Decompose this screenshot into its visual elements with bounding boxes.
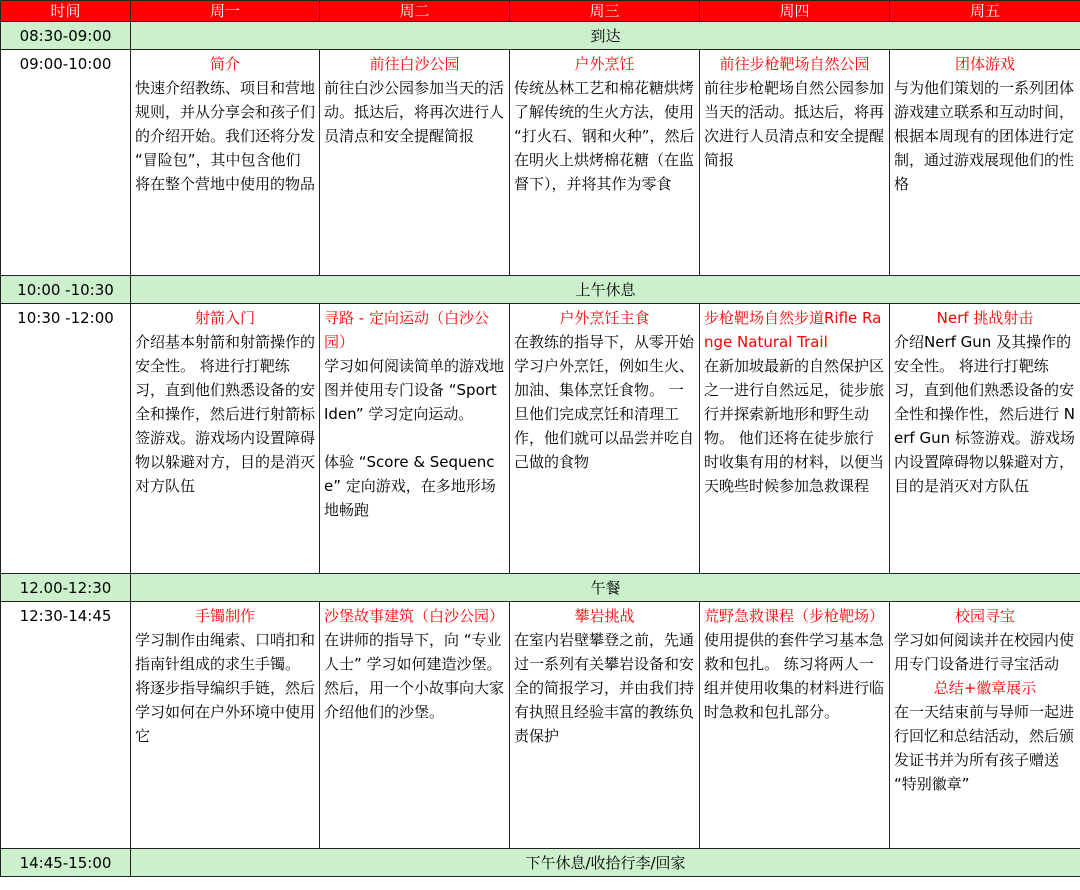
activity-cell-thursday [700,602,890,849]
header-friday: 周五 [890,1,1080,22]
header-monday: 周一 [131,1,320,22]
time-cell: 08:30-09:00 [1,22,131,50]
activity-cell-friday [890,50,1080,276]
arrival-row [1,22,1080,50]
morning-break-row [1,276,1080,304]
activity-description: 前往步枪靶场自然公园参加当天的活动。抵达后，将再次进行人员清点和安全提醒简报 [704,79,885,169]
header-wednesday: 周三 [510,1,700,22]
activity-cell-friday [890,304,1080,574]
activity-cell-tuesday [320,304,510,574]
activity-title: 寻路 - 定向运动（白沙公园） [324,309,489,351]
activity-description: 学习如何阅读简单的游戏地图并使用专门设备 “Sport Iden” 学习定向运动。 [324,357,505,423]
activity-title: 简介 [209,55,240,73]
activity-cell-monday [131,304,320,574]
activity-description: 快速介绍教练、项目和营地规则，并从分享会和孩子们的介绍开始。我们还将分发 “冒险包”，其中包含他们将在整个营地中使用的物品 [135,79,316,193]
time-cell: 10:00 -10:30 [1,276,131,304]
activity-title: 射箭入门 [194,309,255,327]
activity-title: 户外烹饪 [574,55,635,73]
activity-title: Nerf 挑战射击 [936,309,1034,327]
time-cell: 12:30-14:45 [1,602,131,849]
lunch-label: 午餐 [131,574,1080,602]
arrival-label: 到达 [131,22,1080,50]
morning-break-label: 上午休息 [131,276,1080,304]
activity-cell-monday [131,602,320,849]
time-cell: 10:30 -12:00 [1,304,131,574]
activity-title: 步枪靶场自然步道Rifle Range Natural Trail [704,309,882,351]
activity-description: 与为他们策划的一系列团体游戏建立联系和互动时间，根据本周现有的团体进行定制，通过游戏展现他们的性格 [894,79,1075,193]
activity-description-2: 在一天结束前与导师一起进行回忆和总结活动，然后颁发证书并为所有孩子赠送 “特别徽章” [894,703,1075,793]
header-tuesday: 周二 [320,1,510,22]
activity-description: 使用提供的套件学习基本急救和包扎。 练习将两人一组并使用收集的材料进行临时急救和包扎部分。 [704,631,885,721]
activity-cell-monday [131,50,320,276]
activity-description: 介绍Nerf Gun 及其操作的安全性。 将进行打靶练习，直到他们熟悉设备的安全性和操作性，然后进行 Nerf Gun 标签游戏。游戏场内设置障碍物以躲避对方，目的是消灭对方队伍 [894,333,1075,495]
schedule-row-0900 [1,50,1080,276]
activity-description: 学习如何阅读并在校园内使用专门设备进行寻宝活动 [894,631,1075,673]
time-cell: 12.00-12:30 [1,574,131,602]
activity-cell-friday [890,602,1080,849]
activity-cell-wednesday [510,50,700,276]
activity-description: 在讲师的指导下，向 “专业人士” 学习如何建造沙堡。 然后，用一个小故事向大家介绍他们的沙堡。 [324,631,505,721]
end-label: 下午休息/收拾行李/回家 [131,849,1080,877]
schedule-row-1230 [1,602,1080,849]
end-row [1,849,1080,877]
activity-title: 手镯制作 [194,607,255,625]
header-row [1,1,1080,22]
activity-title: 前往白沙公园 [369,55,460,73]
activity-title: 攀岩挑战 [574,607,635,625]
activity-description: 介绍基本射箭和射箭操作的安全性。 将进行打靶练习，直到他们熟悉设备的安全和操作，然后进行射箭标签游戏。游戏场内设置障碍物以躲避对方，目的是消灭对方队伍 [135,333,316,495]
time-cell: 09:00-10:00 [1,50,131,276]
schedule-row-1030 [1,304,1080,574]
activity-title: 校园寻宝 [954,607,1015,625]
activity-title: 沙堡故事建筑（白沙公园） [324,607,505,625]
activity-title: 前往步枪靶场自然公园 [719,55,870,73]
activity-description: 学习制作由绳索、口哨扣和指南针组成的求生手镯。 将逐步指导编织手链，然后学习如何在户外环境中使用它 [135,631,316,745]
activity-cell-tuesday [320,50,510,276]
activity-description: 传统丛林工艺和棉花糖烘烤了解传统的生火方法，使用 “打火石、钢和火种”，然后在明火上烘烤棉花糖（在监督下），并将其作为零食 [514,79,695,193]
activity-description: 在新加坡最新的自然保护区之一进行自然远足，徒步旅行并探索新地形和野生动物。 他们还将在徒步旅行时收集有用的材料，以便当天晚些时候参加急救课程 [704,357,885,495]
activity-cell-wednesday [510,602,700,849]
activity-cell-wednesday [510,304,700,574]
activity-title: 户外烹饪主食 [559,309,650,327]
activity-title: 荒野急救课程（步枪靶场） [704,607,885,625]
activity-description-2: 体验 “Score & Sequence” 定向游戏，在多地形场地畅跑 [324,453,496,519]
activity-cell-thursday [700,304,890,574]
header-time: 时间 [1,1,131,22]
activity-description: 在教练的指导下，从零开始学习户外烹饪，例如生火、加油、集体烹饪食物。 一旦他们完成烹饪和清理工作，他们就可以品尝并吃自己做的食物 [514,333,695,471]
header-thursday: 周四 [700,1,890,22]
activity-cell-thursday [700,50,890,276]
activity-description: 前往白沙公园参加当天的活动。抵达后，将再次进行人员清点和安全提醒简报 [324,79,505,145]
activity-description: 在室内岩壁攀登之前，先通过一系列有关攀岩设备和安全的简报学习，并由我们持有执照且经验丰富的教练负责保护 [514,631,695,745]
lunch-row [1,574,1080,602]
activity-title: 团体游戏 [954,55,1015,73]
activity-cell-tuesday [320,602,510,849]
activity-title-2: 总结+徽章展示 [933,679,1037,697]
time-cell: 14:45-15:00 [1,849,131,877]
paragraph-gap [324,426,505,450]
